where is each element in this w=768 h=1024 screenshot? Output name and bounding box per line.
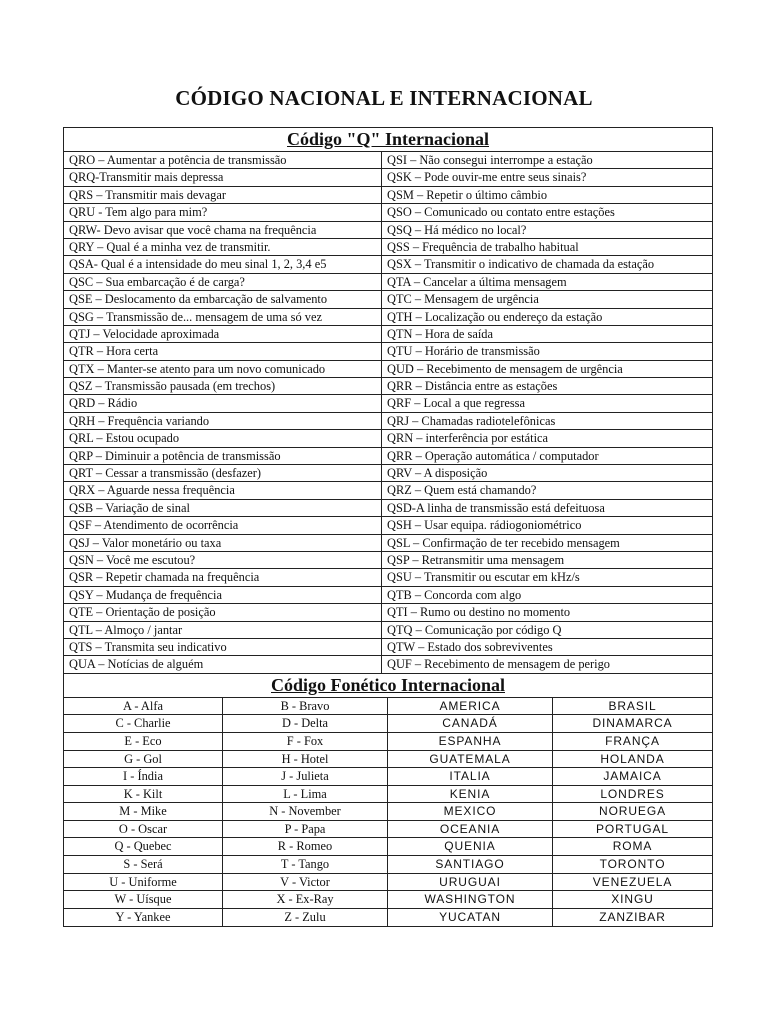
phonetic-letter-cell: N - November <box>223 803 388 821</box>
q-code-left-cell: QTR – Hora certa <box>64 343 382 360</box>
phonetic-letter-cell: F - Fox <box>223 733 388 751</box>
phonetic-letter-cell: V - Victor <box>223 874 388 892</box>
phonetic-letter-cell: Y - Yankee <box>64 909 223 927</box>
q-code-left-cell: QTL – Almoço / jantar <box>64 622 382 639</box>
q-code-right-cell: QSM – Repetir o último câmbio <box>382 187 712 204</box>
phonetic-place-cell: XINGU <box>553 891 712 909</box>
phonetic-place-cell: SANTIAGO <box>388 856 553 874</box>
phonetic-letter-cell: D - Delta <box>223 715 388 733</box>
code-sheet <box>63 127 713 927</box>
q-code-left-cell: QSN – Você me escutou? <box>64 552 382 569</box>
phonetic-letter-cell: W - Uísque <box>64 891 223 909</box>
phonetic-letter-cell: B - Bravo <box>223 698 388 716</box>
phonetic-letter-cell: O - Oscar <box>64 821 223 839</box>
q-code-right-cell: QRR – Distância entre as estações <box>382 378 712 395</box>
q-code-left-cell: QSE – Deslocamento da embarcação de salvamento <box>64 291 382 308</box>
q-code-right-cell: QRJ – Chamadas radiotelefônicas <box>382 413 712 430</box>
phonetic-place-cell: FRANÇA <box>553 733 712 751</box>
q-code-right-cell: QTU – Horário de transmissão <box>382 343 712 360</box>
phonetic-letter-cell: R - Romeo <box>223 838 388 856</box>
phonetic-letter-cell: Q - Quebec <box>64 838 223 856</box>
q-code-right-cell: QRN – interferência por estática <box>382 430 712 447</box>
q-code-right-cell: QTA – Cancelar a última mensagem <box>382 274 712 291</box>
phonetic-place-cell: ROMA <box>553 838 712 856</box>
phonetic-letter-cell: L - Lima <box>223 786 388 804</box>
q-code-right-cell: QUF – Recebimento de mensagem de perigo <box>382 656 712 673</box>
phonetic-letter-cell: J - Julieta <box>223 768 388 786</box>
q-code-right-cell: QTW – Estado dos sobreviventes <box>382 639 712 656</box>
phonetic-letter-cell: H - Hotel <box>223 751 388 769</box>
phonetic-place-cell: MEXICO <box>388 803 553 821</box>
q-code-right-cell: QTQ – Comunicação por código Q <box>382 622 712 639</box>
phonetic-table <box>64 698 712 927</box>
document-title: CÓDIGO NACIONAL E INTERNACIONAL <box>175 86 593 110</box>
phonetic-place-cell: NORUEGA <box>553 803 712 821</box>
phonetic-heading: Código Fonético Internacional <box>64 674 712 698</box>
q-code-right-cell: QRR – Operação automática / computador <box>382 448 712 465</box>
phonetic-place-cell: OCEANIA <box>388 821 553 839</box>
q-code-right-cell: QSD-A linha de transmissão está defeituosa <box>382 500 712 517</box>
q-code-left-cell: QTJ – Velocidade aproximada <box>64 326 382 343</box>
q-code-left-cell: QRL – Estou ocupado <box>64 430 382 447</box>
q-code-left-cell: QUA – Notícias de alguém <box>64 656 382 673</box>
q-code-left-cell: QSJ – Valor monetário ou taxa <box>64 535 382 552</box>
phonetic-place-cell: VENEZUELA <box>553 874 712 892</box>
phonetic-place-cell: QUENIA <box>388 838 553 856</box>
q-code-left-cell: QRT – Cessar a transmissão (desfazer) <box>64 465 382 482</box>
q-code-left-cell: QSC – Sua embarcação é de carga? <box>64 274 382 291</box>
q-code-heading: Código "Q" Internacional <box>64 128 712 152</box>
q-code-left-cell: QRS – Transmitir mais devagar <box>64 187 382 204</box>
q-code-left-cell: QSG – Transmissão de... mensagem de uma só vez <box>64 309 382 326</box>
phonetic-letter-cell: X - Ex-Ray <box>223 891 388 909</box>
q-code-left-cell: QSA- Qual é a intensidade do meu sinal 1, 2, 3,4 e5 <box>64 256 382 273</box>
phonetic-letter-cell: S - Será <box>64 856 223 874</box>
q-code-right-cell: QUD – Recebimento de mensagem de urgência <box>382 361 712 378</box>
q-code-left-cell: QRO – Aumentar a potência de transmissão <box>64 152 382 169</box>
q-code-left-cell: QRX – Aguarde nessa frequência <box>64 482 382 499</box>
q-code-left-cell: QRH – Frequência variando <box>64 413 382 430</box>
phonetic-place-cell: TORONTO <box>553 856 712 874</box>
phonetic-letter-cell: C - Charlie <box>64 715 223 733</box>
q-code-left-cell: QSR – Repetir chamada na frequência <box>64 569 382 586</box>
phonetic-place-cell: JAMAICA <box>553 768 712 786</box>
q-code-right-cell: QTH – Localização ou endereço da estação <box>382 309 712 326</box>
q-code-left-cell: QSY – Mudança de frequência <box>64 587 382 604</box>
q-code-left-cell: QRW- Devo avisar que você chama na frequência <box>64 222 382 239</box>
q-code-right-cell: QSX – Transmitir o indicativo de chamada da estação <box>382 256 712 273</box>
q-code-right-cell: QSS – Frequência de trabalho habitual <box>382 239 712 256</box>
q-code-left-cell: QRP – Diminuir a potência de transmissão <box>64 448 382 465</box>
q-code-left-cell: QSZ – Transmissão pausada (em trechos) <box>64 378 382 395</box>
phonetic-letter-cell: M - Mike <box>64 803 223 821</box>
q-code-table <box>64 152 712 674</box>
phonetic-letter-cell: U - Uniforme <box>64 874 223 892</box>
phonetic-place-cell: ZANZIBAR <box>599 909 666 924</box>
phonetic-place-cell: AMERICA <box>388 698 553 716</box>
q-code-left-cell: QRY – Qual é a minha vez de transmitir. <box>64 239 382 256</box>
phonetic-letter-cell: K - Kilt <box>64 786 223 804</box>
q-code-left-cell: QRQ-Transmitir mais depressa <box>64 169 382 186</box>
phonetic-letter-cell: E - Eco <box>64 733 223 751</box>
q-code-left-cell: QRU - Tem algo para mim? <box>64 204 382 221</box>
phonetic-place-cell: CANADÁ <box>388 715 553 733</box>
q-code-right-cell: QRV – A disposição <box>382 465 712 482</box>
phonetic-place-cell: PORTUGAL <box>553 821 712 839</box>
phonetic-place-cell: WASHINGTON <box>388 891 553 909</box>
q-code-left-cell: QTE – Orientação de posição <box>64 604 382 621</box>
q-code-right-cell: QSK – Pode ouvir-me entre seus sinais? <box>382 169 712 186</box>
phonetic-place-cell: ESPANHA <box>388 733 553 751</box>
phonetic-place-cell: URUGUAI <box>388 874 553 892</box>
phonetic-place-cell: ITALIA <box>388 768 553 786</box>
q-code-right-cell: QTN – Hora de saída <box>382 326 712 343</box>
q-code-right-cell: QSU – Transmitir ou escutar em kHz/s <box>382 569 712 586</box>
phonetic-place-cell: KENIA <box>388 786 553 804</box>
q-code-right-cell: QRZ – Quem está chamando? <box>382 482 712 499</box>
phonetic-place-cell: DINAMARCA <box>553 715 712 733</box>
q-code-right-cell: QSH – Usar equipa. rádiogoniométrico <box>382 517 712 534</box>
phonetic-letter-cell: Z - Zulu <box>223 909 388 927</box>
q-code-left-cell: QRD – Rádio <box>64 395 382 412</box>
phonetic-place-cell: YUCATAN <box>388 909 553 927</box>
q-code-right-cell: QSL – Confirmação de ter recebido mensagem <box>382 535 712 552</box>
q-code-right-cell: QSO – Comunicado ou contato entre estações <box>382 204 712 221</box>
q-code-right-cell: QTB – Concorda com algo <box>382 587 712 604</box>
q-code-right-cell: QSP – Retransmitir uma mensagem <box>382 552 712 569</box>
phonetic-place-cell: HOLANDA <box>553 751 712 769</box>
phonetic-letter-cell: I - Índia <box>64 768 223 786</box>
q-code-left-cell: QTS – Transmita seu indicativo <box>64 639 382 656</box>
q-code-right-cell: QSQ – Há médico no local? <box>382 222 712 239</box>
phonetic-place-cell: BRASIL <box>553 698 712 716</box>
phonetic-letter-cell: T - Tango <box>223 856 388 874</box>
q-code-left-cell: QSB – Variação de sinal <box>64 500 382 517</box>
q-code-right-cell: QTI – Rumo ou destino no momento <box>382 604 712 621</box>
q-code-right-cell: QRF – Local a que regressa <box>382 395 712 412</box>
q-code-right-cell: QSI – Não consegui interrompe a estação <box>382 152 712 169</box>
phonetic-place-cell: GUATEMALA <box>388 751 553 769</box>
q-code-right-cell: QTC – Mensagem de urgência <box>382 291 712 308</box>
phonetic-letter-cell: G - Gol <box>64 751 223 769</box>
q-code-left-cell: QSF – Atendimento de ocorrência <box>64 517 382 534</box>
q-code-left-cell: QTX – Manter-se atento para um novo comunicado <box>64 361 382 378</box>
phonetic-letter-cell: P - Papa <box>223 821 388 839</box>
phonetic-letter-cell: A - Alfa <box>64 698 223 716</box>
phonetic-place-cell: LONDRES <box>553 786 712 804</box>
